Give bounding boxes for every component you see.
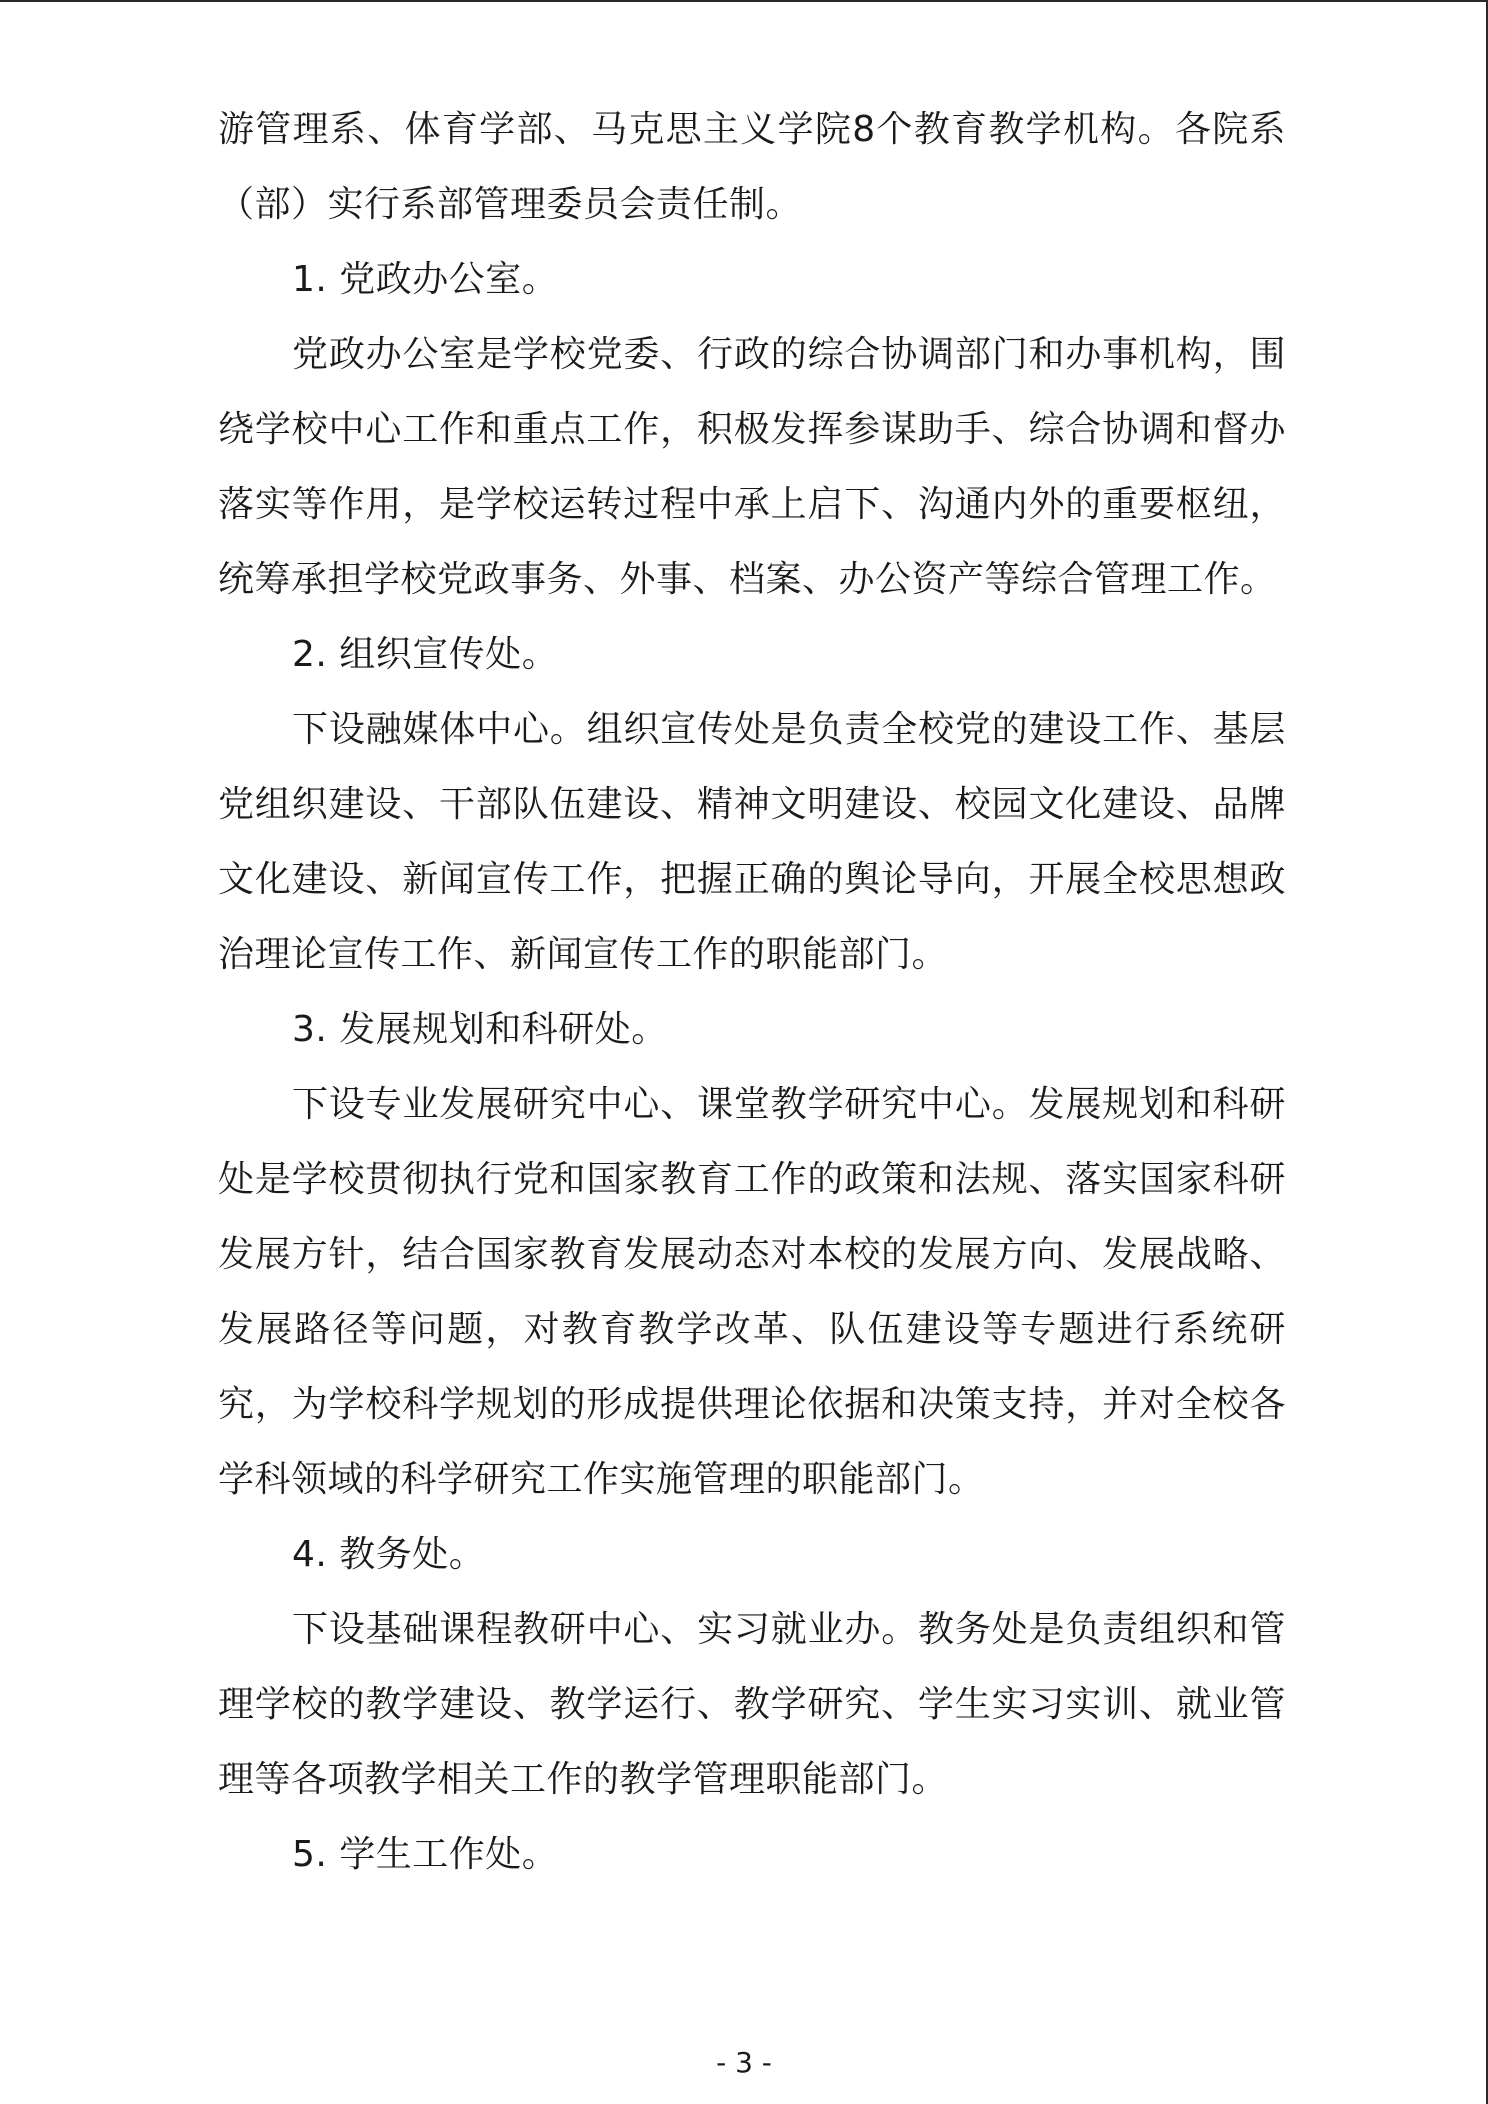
section-heading-1: 1. 党政办公室。 bbox=[292, 259, 559, 300]
section-body-4: 下设基础课程教研中心、实习就业办。教务处是负责组织和管理学校的教学建设、教学运行、教学研究、学生实习实训、就业管理等各项教学相关工作的教学管理职能部门。 bbox=[218, 1609, 1286, 1800]
section-heading-4: 4. 教务处。 bbox=[292, 1534, 486, 1575]
section-heading-5: 5. 学生工作处。 bbox=[292, 1834, 559, 1875]
section-body-1: 党政办公室是学校党委、行政的综合协调部门和办事机构，围绕学校中心工作和重点工作，积极发挥参谋助手、综合协调和督办落实等作用，是学校运转过程中承上启下、沟通内外的重要枢纽，统筹承担学校党政事务、外事、档案、办公资产等综合管理工作。 bbox=[218, 334, 1286, 600]
page-number: - 3 - bbox=[716, 2046, 772, 2079]
paragraph-continuation: 游管理系、体育学部、马克思主义学院8个教育教学机构。各院系（部）实行系部管理委员会责任制。 bbox=[218, 109, 1286, 225]
page-border-top bbox=[0, 0, 1488, 2]
section-heading-2: 2. 组织宣传处。 bbox=[292, 634, 559, 675]
section-heading-3: 3. 发展规划和科研处。 bbox=[292, 1009, 668, 1050]
section-body-3: 下设专业发展研究中心、课堂教学研究中心。发展规划和科研处是学校贯彻执行党和国家教育工作的政策和法规、落实国家科研发展方针，结合国家教育发展动态对本校的发展方向、发展战略、发展路径等问题，对教育教学改革、队伍建设等专题进行系统研究，为学校科学规划的形成提供理论依据和决策支持，并对全校各学科领域的科学研究工作实施管理的职能部门。 bbox=[218, 1084, 1286, 1500]
section-body-2: 下设融媒体中心。组织宣传处是负责全校党的建设工作、基层党组织建设、干部队伍建设、精神文明建设、校园文化建设、品牌文化建设、新闻宣传工作，把握正确的舆论导向，开展全校思想政治理论宣传工作、新闻宣传工作的职能部门。 bbox=[218, 709, 1286, 975]
document-body bbox=[218, 92, 1286, 1892]
